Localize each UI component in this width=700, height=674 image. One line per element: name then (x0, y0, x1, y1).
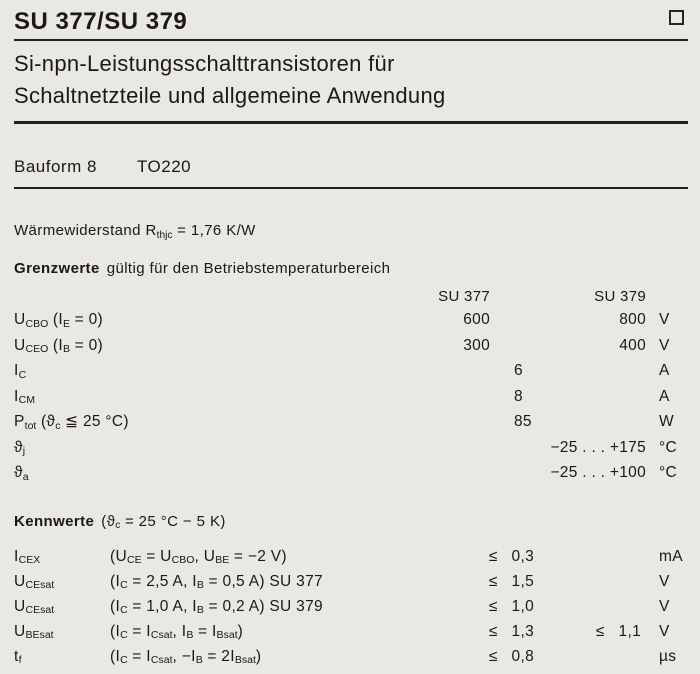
parameter-symbol: $U_{CBO}$ $(I_E = 0)$ (14, 311, 103, 330)
unit-label: A (659, 362, 670, 379)
characteristics-row (14, 619, 688, 644)
test-condition: ($I_C = I_{Csat}$, $-I_B = 2I_{Bsat}$) (110, 647, 262, 667)
limits-table (14, 287, 688, 486)
limits-row (14, 435, 688, 461)
parameter-symbol: $ϑ_j$ (14, 438, 26, 458)
characteristics-table (14, 544, 688, 669)
spacer-cell (394, 460, 490, 486)
unit-label: V (659, 311, 670, 328)
parameter-symbol: $U_{CEsat}$ (14, 572, 55, 592)
characteristics-heading (14, 512, 688, 532)
limits-row (14, 307, 688, 333)
limits-heading (14, 259, 688, 279)
corner-marker-icon (669, 10, 684, 25)
value-common: 8 (514, 387, 523, 405)
column-header-su379: SU 379 (594, 288, 646, 305)
limits-heading-rest: gültig für den Betriebstemperaturbereich (106, 260, 391, 277)
divider (14, 121, 688, 124)
spacer-cell (394, 409, 490, 435)
parameter-symbol: $I_{CM}$ (14, 387, 35, 407)
subtitle-line-1: Si-npn-Leistungsschalttransistoren für (14, 51, 395, 76)
value-su377: 600 (463, 311, 490, 328)
spacer-cell (646, 287, 688, 307)
limits-row (14, 384, 688, 410)
subtitle (14, 48, 688, 112)
unit-label: µs (659, 647, 677, 665)
test-condition: ($I_C = 1,0$ A, $I_B = 0,2$ A) SU 379 (110, 597, 323, 617)
page-title: SU 377/SU 379 (14, 8, 188, 35)
value-range: −25 . . . +100 (550, 464, 646, 481)
spacer-cell (394, 384, 490, 410)
package-name: TO220 (136, 157, 192, 176)
limits-heading-bold: Grenzwerte (14, 260, 100, 277)
spacer-cell (394, 358, 490, 384)
limits-header-row (14, 287, 688, 307)
value-common: 85 (514, 413, 532, 430)
limits-row (14, 460, 688, 486)
unit-label: V (659, 622, 670, 640)
limit-su377: ≤ 0,3 (488, 547, 534, 565)
divider (14, 39, 688, 41)
value-su377: 300 (463, 336, 490, 354)
package-row (14, 156, 688, 178)
parameter-symbol: $U_{CEO}$ $(I_B = 0)$ (14, 336, 103, 356)
parameter-symbol: $U_{BEsat}$ (14, 622, 54, 642)
limit-su379: ≤ 1,1 (595, 622, 641, 640)
limits-row (14, 333, 688, 359)
limits-row (14, 409, 688, 435)
limit-su379 (534, 644, 646, 669)
characteristics-heading-rest: ($ϑ_c = 25$ °C − 5 K) (101, 512, 226, 532)
limit-su377: ≤ 0,8 (488, 647, 534, 665)
parameter-symbol: $P_{tot}$ ($ϑ_c$ ≦ 25 °C) (14, 413, 129, 432)
limits-row (14, 358, 688, 384)
characteristics-heading-bold: Kennwerte (14, 512, 95, 530)
unit-label: W (659, 413, 674, 430)
characteristics-row (14, 544, 688, 569)
characteristics-row (14, 569, 688, 594)
column-header-su377: SU 377 (438, 288, 490, 305)
unit-label: V (659, 597, 670, 615)
characteristics-row (14, 594, 688, 619)
unit-label: °C (659, 464, 677, 481)
parameter-symbol: $I_{CEX}$ (14, 547, 41, 567)
subtitle-line-2: Schaltnetzteile und allgemeine Anwendung (14, 83, 446, 108)
limit-su377: ≤ 1,0 (488, 597, 534, 615)
unit-label: mA (659, 547, 683, 565)
parameter-symbol: $U_{CEsat}$ (14, 597, 55, 617)
thermal-resistance-line: Wärmewiderstand $R_{thjc} = 1,76$ K/W (14, 222, 256, 241)
spacer-cell (394, 435, 490, 461)
test-condition: ($U_{CE} = U_{CBO}$, $U_{BE} = -2$ V) (110, 547, 287, 567)
unit-label: V (659, 336, 670, 354)
value-range: −25 . . . +175 (550, 438, 646, 456)
parameter-symbol: $t_f$ (14, 647, 22, 667)
value-su379: 800 (619, 311, 646, 328)
unit-label: V (659, 572, 670, 590)
test-condition: ($I_C = 2,5$ A, $I_B = 0,5$ A) SU 377 (110, 572, 323, 592)
unit-label: A (659, 387, 670, 405)
unit-label: °C (659, 438, 677, 456)
limit-su379 (534, 594, 646, 619)
spacer-cell (14, 287, 394, 307)
characteristics-row (14, 644, 688, 669)
value-su379: 400 (619, 336, 646, 354)
bauform-label: Bauform 8 (14, 157, 97, 176)
divider (14, 187, 688, 189)
limit-su377: ≤ 1,3 (488, 622, 534, 640)
limit-su379 (534, 544, 646, 569)
parameter-symbol: $ϑ_a$ (14, 464, 29, 483)
value-common: 6 (514, 362, 523, 379)
test-condition: ($I_C = I_{Csat}$, $I_B = I_{Bsat}$) (110, 622, 244, 642)
limit-su379 (534, 569, 646, 594)
limit-su377: ≤ 1,5 (488, 572, 534, 590)
parameter-symbol: $I_C$ (14, 362, 27, 381)
